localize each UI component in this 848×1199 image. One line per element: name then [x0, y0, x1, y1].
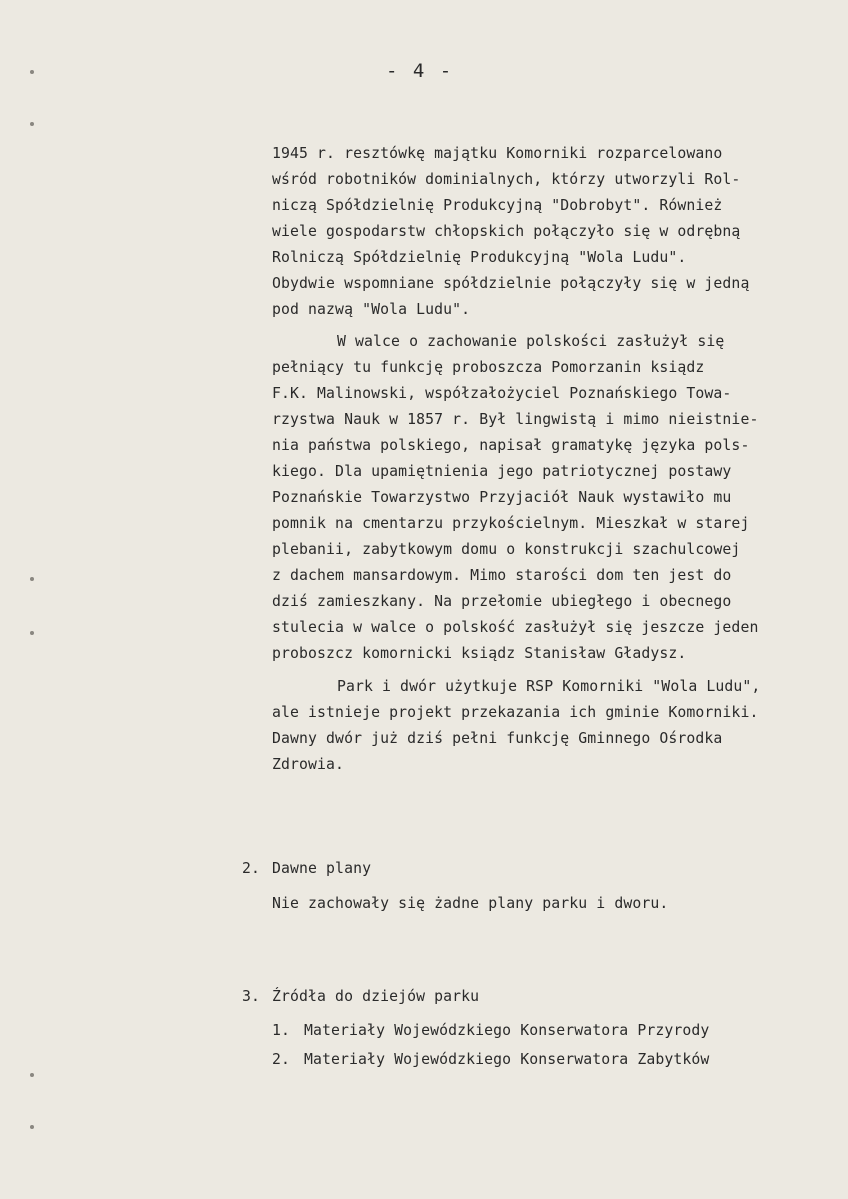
text-line: kiego. Dla upamiętnienia jego patriotycznej postawy	[272, 463, 732, 480]
binder-hole	[30, 577, 34, 581]
text-line: pomnik na cmentarzu przykościelnym. Mieszkał w starej	[272, 515, 750, 532]
text-line: rzystwa Nauk w 1857 r. Był lingwistą i mimo nieistnie-	[272, 411, 759, 428]
text-line: Zdrowia.	[272, 756, 345, 773]
text-line: 1945 r. resztówkę majątku Komorniki rozparcelowano	[272, 145, 723, 162]
list-item-number: 2.	[272, 1051, 291, 1068]
binder-hole	[30, 1073, 34, 1077]
text-line: Obydwie wspomniane spółdzielnie połączyły się w jedną	[272, 275, 750, 292]
text-line: Dawny dwór już dziś pełni funkcję Gminnego Ośrodka	[272, 730, 723, 747]
text-line: z dachem mansardowym. Mimo starości dom ten jest do	[272, 567, 732, 584]
section-number: 2.	[242, 860, 261, 877]
binder-hole	[30, 631, 34, 635]
text-line: nia państwa polskiego, napisał gramatykę języka pols-	[272, 437, 750, 454]
binder-hole	[30, 122, 34, 126]
section-text: Nie zachowały się żadne plany parku i dworu.	[272, 895, 669, 912]
text-line: Park i dwór użytkuje RSP Komorniki "Wola Ludu",	[337, 678, 761, 695]
text-line: ale istnieje projekt przekazania ich gminie Komorniki.	[272, 704, 759, 721]
list-item-number: 1.	[272, 1022, 291, 1039]
page-number: - 4 -	[386, 60, 454, 82]
section-heading: Dawne plany	[272, 860, 372, 877]
text-line: W walce o zachowanie polskości zasłużył się	[337, 333, 725, 350]
text-line: stulecia w walce o polskość zasłużył się jeszcze jeden	[272, 619, 759, 636]
section-heading: Źródła do dziejów parku	[272, 988, 480, 1005]
text-line: pod nazwą "Wola Ludu".	[272, 301, 471, 318]
text-line: wśród robotników dominialnych, którzy utworzyli Rol-	[272, 171, 741, 188]
binder-hole	[30, 70, 34, 74]
text-line: pełniący tu funkcję proboszcza Pomorzanin ksiądz	[272, 359, 705, 376]
text-line: Rolniczą Spółdzielnię Produkcyjną "Wola Ludu".	[272, 249, 687, 266]
list-item: Materiały Wojewódzkiego Konserwatora Zabytków	[304, 1051, 710, 1068]
section-number: 3.	[242, 988, 261, 1005]
text-line: plebanii, zabytkowym domu o konstrukcji szachulcowej	[272, 541, 741, 558]
binder-hole	[30, 1125, 34, 1129]
text-line: F.K. Malinowski, współzałożyciel Poznańskiego Towa-	[272, 385, 732, 402]
text-line: wiele gospodarstw chłopskich połączyło się w odrębną	[272, 223, 741, 240]
list-item: Materiały Wojewódzkiego Konserwatora Przyrody	[304, 1022, 710, 1039]
text-line: dziś zamieszkany. Na przełomie ubiegłego i obecnego	[272, 593, 732, 610]
text-line: Poznańskie Towarzystwo Przyjaciół Nauk wystawiło mu	[272, 489, 732, 506]
text-line: proboszcz komornicki ksiądz Stanisław Gładysz.	[272, 645, 687, 662]
text-line: niczą Spółdzielnię Produkcyjną "Dobrobyt". Również	[272, 197, 723, 214]
